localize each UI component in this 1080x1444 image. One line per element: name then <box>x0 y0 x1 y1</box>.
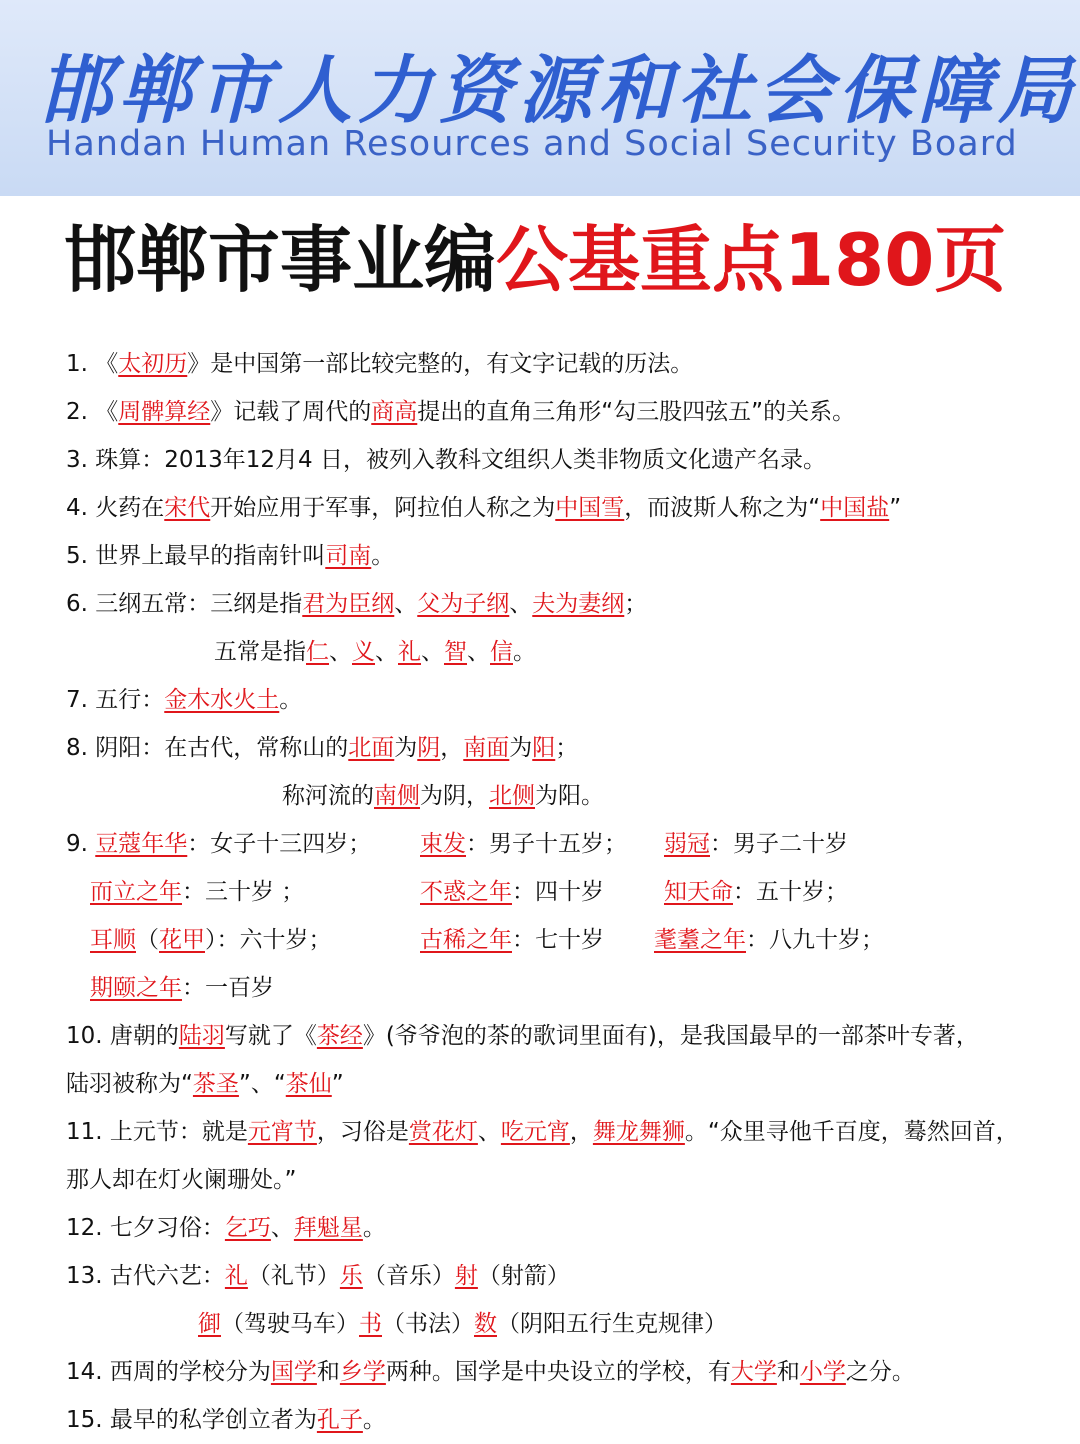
text: 、 <box>509 591 533 617</box>
keyword: 金木水火土 <box>164 687 280 713</box>
text: （阴阳五行生克规律） <box>497 1311 727 1337</box>
text: 1. 《 <box>66 351 119 377</box>
text: ：八九十岁； <box>746 927 884 953</box>
keyword: 耳顺 <box>90 927 136 953</box>
text: 那人却在灯火阑珊处。” <box>66 1167 297 1193</box>
keyword: 父为子纲 <box>417 591 510 617</box>
text: ” <box>331 1071 344 1097</box>
text: 、 <box>421 639 444 665</box>
text: 8. 阴阳：在古代，常称山的 <box>66 735 349 761</box>
text: （音乐） <box>362 1263 455 1289</box>
text: （书法） <box>382 1311 474 1337</box>
age-term <box>420 916 604 964</box>
text: 。 <box>371 543 395 569</box>
age-term <box>664 820 848 868</box>
keyword: 知天命 <box>664 879 733 905</box>
keyword: 舞龙舞狮 <box>592 1119 685 1145</box>
keyword: 茶圣 <box>192 1071 239 1097</box>
keyword: 大学 <box>730 1359 777 1385</box>
age-term <box>90 868 304 916</box>
keyword: 义 <box>352 639 375 665</box>
list-item-8-cont <box>282 772 604 820</box>
text: ）：六十岁； <box>205 927 332 953</box>
keyword: 中国盐 <box>820 495 890 521</box>
text: 为阴， <box>420 783 489 809</box>
text: ” <box>889 495 902 521</box>
age-term <box>66 820 371 868</box>
text: （驾驶马车） <box>221 1311 359 1337</box>
text: 。 <box>362 1407 386 1433</box>
keyword: 小学 <box>799 1359 846 1385</box>
keyword: 乞巧 <box>224 1215 271 1241</box>
keyword: 礼 <box>398 639 421 665</box>
page-title-red: 公基重点180页 <box>496 218 1007 302</box>
keyword: 耄耋之年 <box>654 927 746 953</box>
text: 9. <box>66 831 96 857</box>
keyword: 孔子 <box>316 1407 363 1433</box>
keyword: 陆羽 <box>178 1023 225 1049</box>
keyword: 仁 <box>306 639 329 665</box>
keyword: 乡学 <box>339 1359 386 1385</box>
list-item-15 <box>66 1396 386 1444</box>
text: 写就了《 <box>224 1023 317 1049</box>
banner-chinese-title: 邯郸市人力资源和社会保障局 <box>38 48 1078 134</box>
keyword: 束发 <box>420 831 466 857</box>
text: ：五十岁； <box>733 879 848 905</box>
header-banner <box>0 0 1080 196</box>
text: 12. 七夕习俗： <box>66 1215 225 1241</box>
keyword: 商高 <box>371 399 418 425</box>
keyword: 周髀算经 <box>118 399 211 425</box>
text: 两种。国学是中央设立的学校，有 <box>385 1359 731 1385</box>
list-item-7 <box>66 676 302 724</box>
keyword: 夫为妻纲 <box>532 591 625 617</box>
keyword: 期颐之年 <box>90 975 182 1001</box>
text: 2. 《 <box>66 399 119 425</box>
keyword: 乐 <box>339 1263 363 1289</box>
text: ：男子十五岁； <box>466 831 627 857</box>
text: 。 <box>279 687 303 713</box>
keyword: 茶经 <box>316 1023 363 1049</box>
text: 为 <box>394 735 418 761</box>
keyword: 豆蔻年华 <box>95 831 188 857</box>
keyword: 古稀之年 <box>420 927 512 953</box>
age-term <box>90 916 332 964</box>
text: 7. 五行： <box>66 687 165 713</box>
text: 开始应用于军事，阿拉伯人称之为 <box>210 495 556 521</box>
list-item-11-cont <box>66 1156 296 1204</box>
text: 为 <box>509 735 533 761</box>
age-term <box>90 964 274 1012</box>
text: 五常是指 <box>214 639 306 665</box>
keyword: 南侧 <box>374 783 420 809</box>
keyword: 太初历 <box>118 351 188 377</box>
text: 14. 西周的学校分为 <box>66 1359 271 1385</box>
text: 为阳。 <box>535 783 604 809</box>
text: 、 <box>270 1215 294 1241</box>
keyword: 智 <box>444 639 467 665</box>
text: （射箭） <box>477 1263 570 1289</box>
keyword: 礼 <box>224 1263 248 1289</box>
age-term <box>420 820 627 868</box>
text: 、 <box>375 639 398 665</box>
text: ：一百岁 <box>182 975 274 1001</box>
text: ：三十岁 ； <box>182 879 305 905</box>
list-item-10-cont <box>66 1060 344 1108</box>
text: 》是中国第一部比较完整的，有文字记载的历法。 <box>187 351 694 377</box>
age-term <box>654 916 884 964</box>
text: ：男子二十岁 <box>710 831 848 857</box>
text: 、 <box>329 639 352 665</box>
age-term <box>664 868 848 916</box>
text: 。 <box>513 639 536 665</box>
text: 11. 上元节：就是 <box>66 1119 248 1145</box>
page-title-black: 邯郸市事业编 <box>64 218 497 302</box>
text: ； <box>555 735 579 761</box>
text: 》记载了周代的 <box>210 399 372 425</box>
list-item-6-cont <box>214 628 536 676</box>
keyword: 阳 <box>532 735 556 761</box>
keyword: 御 <box>198 1311 221 1337</box>
text: 3. 珠算：2013年12月4 日，被列入教科文组织人类非物质文化遗产名录。 <box>66 447 826 473</box>
text: ； <box>624 591 648 617</box>
keyword: 拜魁星 <box>293 1215 363 1241</box>
list-item-3 <box>66 436 826 484</box>
text: ， <box>440 735 464 761</box>
text: 提出的直角三角形“勾三股四弦五”的关系。 <box>417 399 856 425</box>
text: （ <box>136 927 159 953</box>
text: 。 <box>362 1215 386 1241</box>
text: 和 <box>316 1359 340 1385</box>
keyword: 国学 <box>270 1359 317 1385</box>
text: 和 <box>776 1359 800 1385</box>
list-item-9-row-3 <box>66 916 1046 964</box>
keyword: 阴 <box>417 735 441 761</box>
text: 6. 三纲五常：三纲是指 <box>66 591 303 617</box>
text: 5. 世界上最早的指南针叫 <box>66 543 326 569</box>
text: 、 <box>467 639 490 665</box>
keyword: 北面 <box>348 735 395 761</box>
text: ：七十岁 <box>512 927 604 953</box>
text: ，习俗是 <box>316 1119 409 1145</box>
keyword: 赏花灯 <box>408 1119 478 1145</box>
list-item-2 <box>66 388 855 436</box>
keyword: 数 <box>474 1311 497 1337</box>
text: ，而波斯人称之为“ <box>624 495 821 521</box>
text: 称河流的 <box>282 783 374 809</box>
text: 4. 火药在 <box>66 495 165 521</box>
keyword: 花甲 <box>159 927 205 953</box>
list-item-4 <box>66 484 901 532</box>
list-item-11 <box>66 1108 1019 1156</box>
text: 。“众里寻他千百度，蓦然回首， <box>684 1119 1019 1145</box>
list-item-13-cont <box>198 1300 727 1348</box>
text: 15. 最早的私学创立者为 <box>66 1407 317 1433</box>
keyword: 茶仙 <box>285 1071 332 1097</box>
list-item-8 <box>66 724 578 772</box>
text: ：女子十三四岁； <box>187 831 372 857</box>
page-title <box>64 218 1044 302</box>
text: 陆羽被称为“ <box>66 1071 193 1097</box>
keyword: 元宵节 <box>247 1119 317 1145</box>
text: （礼节） <box>247 1263 340 1289</box>
keyword: 弱冠 <box>664 831 710 857</box>
keyword: 宋代 <box>164 495 211 521</box>
keyword: 司南 <box>325 543 372 569</box>
text: 之分。 <box>845 1359 915 1385</box>
list-item-14 <box>66 1348 915 1396</box>
banner-english-title: Handan Human Resources and Social Security Board <box>46 124 1018 164</box>
text: ”、“ <box>238 1071 286 1097</box>
list-item-6 <box>66 580 647 628</box>
list-item-9-row-4 <box>66 964 1046 1012</box>
text: 》(爷爷泡的茶的歌词里面有)，是我国最早的一部茶叶专著， <box>362 1023 979 1049</box>
list-item-1 <box>66 340 693 388</box>
keyword: 南面 <box>463 735 510 761</box>
text: 、 <box>477 1119 501 1145</box>
keyword: 信 <box>490 639 513 665</box>
text: 13. 古代六艺： <box>66 1263 225 1289</box>
text: 10. 唐朝的 <box>66 1023 179 1049</box>
list-item-13 <box>66 1252 570 1300</box>
keyword: 中国雪 <box>555 495 625 521</box>
text: ， <box>569 1119 593 1145</box>
list-item-5 <box>66 532 394 580</box>
keyword: 北侧 <box>489 783 535 809</box>
list-item-9-row-1 <box>66 820 1046 868</box>
keyword: 射 <box>454 1263 478 1289</box>
text: 、 <box>394 591 418 617</box>
keyword: 书 <box>359 1311 382 1337</box>
list-item-12 <box>66 1204 386 1252</box>
keyword: 吃元宵 <box>500 1119 570 1145</box>
text: ：四十岁 <box>512 879 604 905</box>
list-item-9-row-2 <box>66 868 1046 916</box>
keyword: 君为臣纲 <box>302 591 395 617</box>
age-term <box>420 868 604 916</box>
keyword: 不惑之年 <box>420 879 512 905</box>
keyword: 而立之年 <box>90 879 182 905</box>
list-item-10 <box>66 1012 979 1060</box>
